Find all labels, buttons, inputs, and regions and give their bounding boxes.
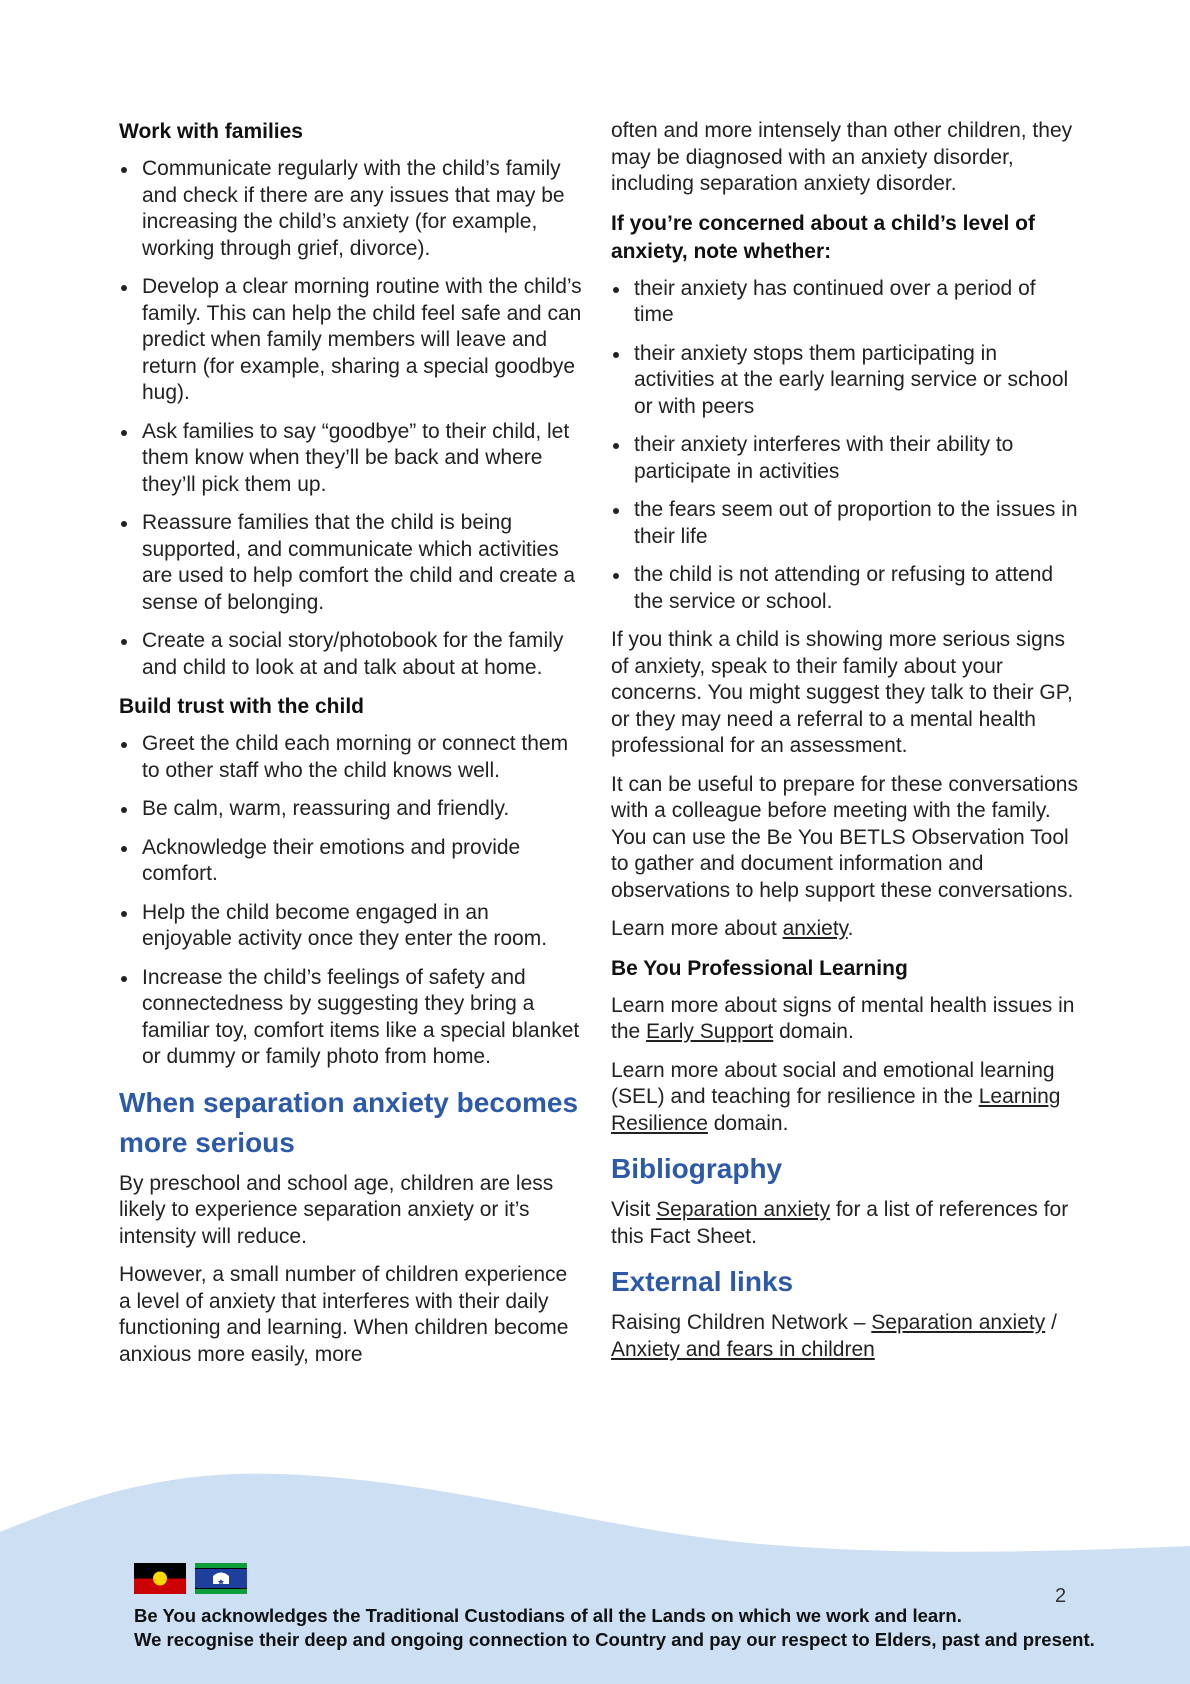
list-item-text: Communicate regularly with the child’s family and check if there are any issues that may be increasing the child’s anxiety (for example, working through grief, divorce). (142, 157, 565, 260)
early-support-prefix: Learn more about signs of mental health issues in the (611, 993, 1075, 1043)
list-item (119, 274, 584, 407)
external-links-separator: / (1045, 1311, 1057, 1334)
separation-anxiety-external-link[interactable]: Separation anxiety (871, 1311, 1046, 1334)
professional-learning-heading: Be You Professional Learning (611, 956, 908, 980)
list-item-text: Be calm, warm, reassuring and friendly. (142, 797, 510, 820)
bullet-icon (613, 352, 619, 358)
external-links-prefix: Raising Children Network – (611, 1311, 872, 1334)
bullet-icon (121, 807, 127, 813)
bullet-icon (121, 639, 127, 645)
list-item-text: their anxiety has continued over a period of time (634, 276, 1036, 326)
list-item-text: the child is not attending or refusing to attend the service or school. (634, 563, 1054, 613)
external-links-paragraph (611, 1310, 1081, 1363)
learn-more-suffix: . (847, 917, 854, 940)
serious-anxiety-title: When separation anxiety becomes more serious (119, 1086, 579, 1158)
learn-more-anxiety (611, 916, 1081, 943)
list-item-text: Reassure families that the child is being supported, and communicate which activities are used to help comfort the child and create a sense of belonging. (142, 511, 576, 614)
list-item (119, 731, 584, 784)
learning-resilience-paragraph (611, 1058, 1081, 1138)
bullet-icon (613, 573, 619, 579)
anxiety-fears-children-link[interactable]: Anxiety and fears in children (611, 1337, 875, 1361)
list-item (611, 341, 1081, 421)
list-item (611, 562, 1081, 615)
list-item-text: their anxiety interferes with their ability to participate in activities (634, 433, 1014, 483)
list-item-text: Create a social story/photobook for the family and child to look at and talk about at home. (142, 629, 564, 679)
list-item (119, 796, 584, 823)
list-item (119, 900, 584, 953)
aboriginal-flag-icon (134, 1563, 186, 1594)
list-item-text: Increase the child’s feelings of safety and connectedness by suggesting they bring a familiar toy, comfort items like a special blanket or dummy or family photo from home. (142, 965, 580, 1068)
bibliography-paragraph (611, 1197, 1081, 1250)
early-support-link[interactable]: Early Support (646, 1020, 774, 1043)
anxiety-link[interactable]: anxiety (782, 917, 848, 940)
early-support-suffix: domain. (773, 1020, 854, 1043)
serious-signs-paragraph: If you think a child is showing more serious signs of anxiety, speak to their family about your concerns. You might suggest they talk to their GP, or they may need a referral to a mental health professional for an assessment. (611, 628, 1073, 757)
list-item (119, 419, 584, 499)
flags (134, 1563, 247, 1594)
bullet-icon (121, 430, 127, 436)
list-item-text: their anxiety stops them participating in activities at the early learning service or school or with peers (634, 341, 1069, 418)
concern-heading: If you’re concerned about a child’s level of anxiety, note whether: (611, 211, 1035, 263)
acknowledgement (134, 1604, 1134, 1652)
list-item (119, 965, 584, 1071)
bullet-icon (613, 287, 619, 293)
list-item-text: Greet the child each morning or connect them to other staff who the child knows well. (142, 732, 569, 782)
bullet-icon (121, 167, 127, 173)
bibliography-suffix: for a list of references for this Fact Sheet. (611, 1198, 1069, 1248)
torres-strait-islander-flag-icon (195, 1563, 247, 1594)
bullet-icon (613, 508, 619, 514)
list-item (119, 628, 584, 681)
list-item (119, 156, 584, 262)
bullet-icon (121, 521, 127, 527)
bibliography-prefix: Visit (611, 1198, 657, 1221)
bullet-icon (613, 443, 619, 449)
list-item (119, 835, 584, 888)
bullet-icon (121, 285, 127, 291)
prepare-conversations-paragraph: It can be useful to prepare for these conversations with a colleague before meeting with the family. You can use the Be You BETLS Observation Tool to gather and document information and observations to help support these conversations. (611, 772, 1078, 902)
separation-anxiety-bibliography-link[interactable]: Separation anxiety (656, 1198, 831, 1221)
list-item (611, 276, 1081, 329)
list-item-text: the fears seem out of proportion to the issues in their life (634, 498, 1078, 548)
list-item-text: Acknowledge their emotions and provide comfort. (142, 835, 521, 885)
serious-anxiety-paragraph-2: However, a small number of children experience a level of anxiety that interferes with their daily functioning and learning. When children become anxious more easily, more (119, 1263, 569, 1366)
list-item (611, 497, 1081, 550)
continued-paragraph: often and more intensely than other children, they may be diagnosed with an anxiety disorder, including separation anxiety disorder. (611, 119, 1073, 195)
list-item (611, 432, 1081, 485)
page-number: 2 (1055, 1585, 1067, 1607)
learning-resilience-suffix: domain. (707, 1111, 789, 1135)
list-item (119, 510, 584, 616)
serious-anxiety-paragraph-1: By preschool and school age, children are less likely to experience separation anxiety or it’s intensity will reduce. (119, 1171, 554, 1248)
learning-resilience-link[interactable]: Learning Resilience (611, 1085, 1061, 1135)
learning-resilience-prefix: Learn more about social and emotional learning (SEL) and teaching for resilience in the (611, 1058, 1055, 1108)
external-links-title: External links (611, 1266, 794, 1297)
learn-more-prefix: Learn more about (611, 917, 783, 940)
list-item-text: Help the child become engaged in an enjoyable activity once they enter the room. (142, 900, 548, 950)
bullet-icon (121, 911, 127, 917)
bibliography-title: Bibliography (611, 1153, 783, 1184)
left-column (119, 118, 584, 1380)
list-item-text: Ask families to say “goodbye” to their child, let them know when they’ll be back and where they’ll pick them up. (142, 419, 570, 496)
concern-list (611, 276, 1081, 616)
build-trust-list (119, 731, 584, 1071)
right-column (611, 118, 1081, 1375)
list-item-text: Develop a clear morning routine with the child’s family. This can help the child feel safe and can predict when family members will leave and return (for example, sharing a special goodbye hug). (142, 275, 582, 404)
work-with-families-list (119, 156, 584, 681)
early-support-paragraph (611, 993, 1081, 1046)
work-with-families-heading: Work with families (119, 120, 303, 143)
build-trust-heading: Build trust with the child (119, 695, 364, 718)
bullet-icon (121, 976, 127, 982)
acknowledgement-line-1: Be You acknowledges the Traditional Custodians of all the Lands on which we work and learn. (134, 1605, 962, 1626)
acknowledgement-line-2: We recognise their deep and ongoing connection to Country and pay our respect to Elders, past and present. (134, 1629, 1095, 1650)
bullet-icon (121, 846, 127, 852)
bullet-icon (121, 742, 127, 748)
